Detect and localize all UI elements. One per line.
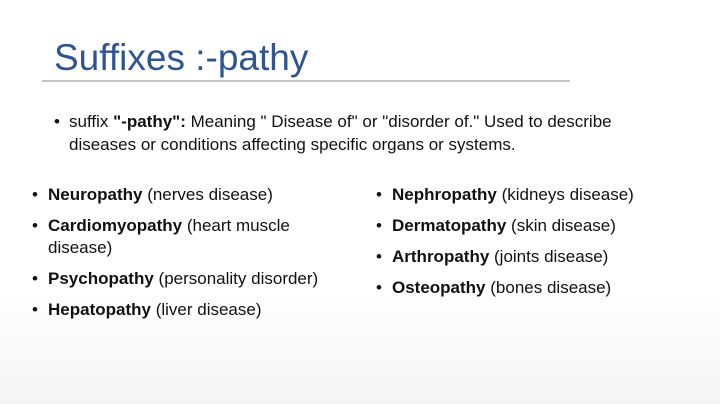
term-description: (bones disease) <box>485 278 612 297</box>
title-underline <box>42 80 570 82</box>
term-name: Cardiomyopathy <box>48 216 183 235</box>
intro-paragraph <box>54 110 664 156</box>
right-term-list <box>376 184 696 308</box>
term-description: (kidneys disease) <box>496 185 634 204</box>
list-item <box>32 215 352 259</box>
intro-text <box>69 110 664 156</box>
list-item <box>32 184 352 206</box>
left-term-list <box>32 184 352 330</box>
list-item <box>376 215 696 237</box>
bullet-icon: • <box>32 216 38 235</box>
term-name: Psychopathy <box>48 269 154 288</box>
term-description: (joints disease) <box>489 247 609 266</box>
bullet-icon: • <box>376 278 382 297</box>
bullet-icon: • <box>376 216 382 235</box>
term-name: Hepatopathy <box>48 300 151 319</box>
intro-suffix-term: "-pathy": <box>113 112 186 131</box>
term-description: (nerves disease) <box>142 185 273 204</box>
bullet-icon: • <box>376 185 382 204</box>
bullet-icon: • <box>32 300 38 319</box>
term-description: (skin disease) <box>506 216 616 235</box>
list-item <box>376 277 696 299</box>
bullet-icon: • <box>54 112 60 131</box>
list-item <box>32 299 352 321</box>
list-item <box>32 268 352 290</box>
slide-title: Suffixes :-pathy <box>54 37 309 78</box>
intro-definition: Meaning " Disease of" or "disorder of." Used to describe diseases or conditions affecting specific organs or systems. <box>69 112 612 154</box>
term-name: Arthropathy <box>392 247 490 266</box>
term-name: Osteopathy <box>392 278 486 297</box>
term-description: (personality disorder) <box>153 269 319 288</box>
bullet-icon: • <box>376 247 382 266</box>
bullet-icon: • <box>32 269 38 288</box>
term-description: (liver disease) <box>150 300 262 319</box>
term-name: Neuropathy <box>48 185 143 204</box>
term-description: (heart muscle disease) <box>48 216 290 257</box>
term-name: Nephropathy <box>392 185 497 204</box>
term-name: Dermatopathy <box>392 216 507 235</box>
list-item <box>376 184 696 206</box>
list-item <box>376 246 696 268</box>
bullet-icon: • <box>32 185 38 204</box>
intro-prefix: suffix <box>69 112 114 131</box>
